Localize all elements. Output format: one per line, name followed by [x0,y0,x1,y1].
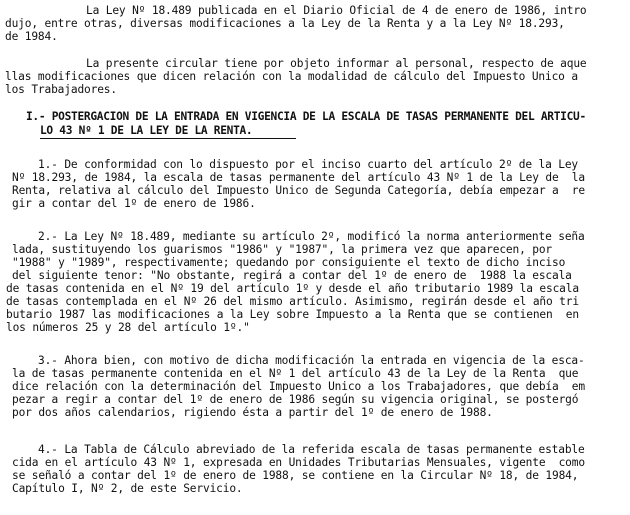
section-heading [26,110,630,140]
para-2-line-5: de tasas contenida en el Nº 19 del artículo 1º y desde el año tributario 1989 la escala [6,282,579,295]
section-heading-line-2: LO 43 Nº 1 DE LA LEY DE LA RENTA. [40,124,253,137]
para-2-line-8: los números 25 y 28 del artículo 1º." [6,321,250,334]
intro-p1-line-2: dujo, entre otras, diversas modificaciones a la Ley de la Renta y a la Ley Nº 18.293, [5,17,565,30]
para-1-line-4: gir a contar del 1º de enero de 1986. [12,197,256,210]
intro-p2-line-1: La presente circular tiene por objeto informar al personal, respecto de aque [86,57,587,70]
intro-p1-line-3: de 1984. [5,30,58,43]
section-heading-line-1: I.- POSTERGACION DE LA ENTRADA EN VIGENCIA DE LA ESCALA DE TASAS PERMANENTE DEL ARTICU- [26,110,586,123]
section-heading-underline [40,138,296,139]
para-4-line-4: Capítulo I, Nº 2, de este Servicio. [12,482,243,495]
para-2-line-3: "1988" y "1989", respectivamente; quedando por consiguiente el texto de dicho inciso [12,256,566,269]
para-1-line-1: 1.- De conformidad con lo dispuesto por el inciso cuarto del artículo 2º de la Ley [38,158,579,171]
para-2-line-7: butario 1987 las modificaciones a la Ley sobre Impuesto a la Renta que se contienen en [6,308,579,321]
para-4-line-1: 4.- La Tabla de Cálculo abreviado de la referida escala de tasas permanente estable [38,443,585,456]
para-3-line-5: por dos años calendarios, rigiendo ésta a partir del 1º de enero de 1988. [12,406,493,419]
para-3-line-4: pezar a regir a contar del 1º de enero de 1986 según su vigencia original, se postergó [12,393,579,406]
para-3-line-2: la de tasas permanente contenida en el Nº 1 del artículo 43 de la Ley de la Renta que [12,367,579,380]
para-1-line-2: Nº 18.293, de 1984, la escala de tasas permanente del artículo 43 Nº 1 de la Ley de la [12,171,585,184]
para-2-line-1: 2.- La Ley Nº 18.489, mediante su artículo 2º, modificó la norma anteriormente seña [38,230,585,243]
para-2-line-6: de tasas contemplada en el Nº 26 del mismo artículo. Asimismo, regirán desde el año tri [6,295,579,308]
intro-p2-line-2: llas modificaciones que dicen relación con la modalidad de cálculo del Impuesto Unico a [5,70,578,83]
para-4-line-2: cida en el artículo 43 Nº 1, expresada en Unidades Tributarias Mensuales, vigente como [12,456,585,469]
para-2-line-4: del siguiente tenor: "No obstante, regirá a contar del 1º de enero de 1988 la escala [12,269,572,282]
para-3-line-3: dice relación con la determinación del Impuesto Unico a los Trabajadores, que debía em [12,380,585,393]
intro-p1-line-1: La Ley Nº 18.489 publicada en el Diario Oficial de 4 de enero de 1986, intro [86,4,587,17]
para-2-line-2: lada, sustituyendo los guarismos "1986" y "1987", la primera vez que aparecen, por [12,243,553,256]
para-1-line-3: Renta, relativa al cálculo del Impuesto Unico de Segunda Categoría, debía empezar a re [12,184,585,197]
para-4-line-3: se señaló a contar del 1º de enero de 1988, se contiene en la Circular Nº 18, de 1984, [12,469,579,482]
intro-p2-line-3: los Trabajadores. [5,83,117,96]
para-3-line-1: 3.- Ahora bien, con motivo de dicha modificación la entrada en vigencia de la esca- [38,354,585,367]
